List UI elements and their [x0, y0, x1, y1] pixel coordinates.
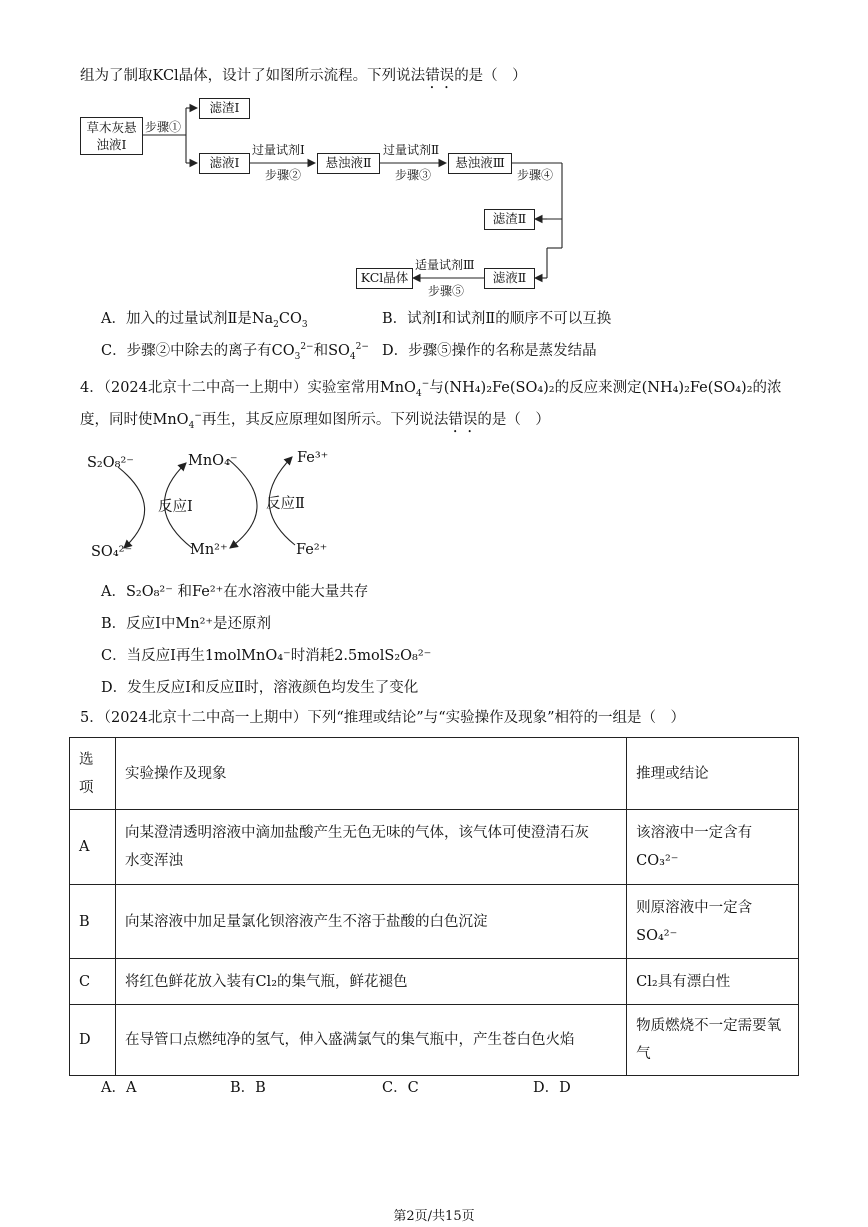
header-option: 选 项 [70, 738, 116, 810]
row-operation: 向某溶液中加足量氯化钡溶液产生不溶于盐酸的白色沉淀 [115, 885, 626, 959]
row-conclusion: Cl₂具有漂白性 [627, 959, 799, 1005]
row-option: A [70, 810, 116, 885]
q5-choice-d[interactable]: D．D [533, 1080, 571, 1096]
flow-residue2-box: 滤渣Ⅱ [484, 209, 535, 230]
flow-reagent3-label: 适量试剂Ⅲ [415, 258, 475, 272]
flow-filtrate2-box: 滤液Ⅱ [484, 268, 535, 289]
q4-stem-line2: 度，同时使MnO$_4$−再生，其反应原理如图所示。下列说法错误的是（ ） [80, 411, 550, 431]
flow-reagent1-label: 过量试剂Ⅰ [252, 143, 305, 157]
q4-option-d[interactable]: D．发生反应Ⅰ和反应Ⅱ时，溶液颜色均发生了变化 [101, 680, 419, 696]
header-operation: 实验操作及现象 [115, 738, 626, 810]
flow-reagent2-label: 过量试剂Ⅱ [383, 143, 440, 157]
q5-table [69, 737, 799, 1076]
flow-filtrate1-box: 滤液Ⅰ [199, 153, 250, 174]
row-option: C [70, 959, 116, 1005]
species-mno4: MnO₄⁻ [188, 453, 238, 469]
table-row [70, 885, 799, 959]
q3-option-a[interactable]: A．加入的过量试剂Ⅱ是$Na_2CO_3$ [101, 311, 308, 330]
q3-stem: 组为了制取KCl晶体，设计了如图所示流程。下列说法错误的是（ ） [80, 68, 527, 84]
q4-option-b[interactable]: B．反应Ⅰ中Mn²⁺是还原剂 [101, 616, 272, 632]
row-operation: 在导管口点燃纯净的氢气，伸入盛满氯气的集气瓶中，产生苍白色火焰 [115, 1005, 626, 1076]
species-mn2: Mn²⁺ [190, 542, 228, 558]
table-row [70, 810, 799, 885]
q5-choice-b[interactable]: B．B [230, 1080, 266, 1096]
q5-choice-c[interactable]: C．C [382, 1080, 419, 1096]
page-footer: 第2页/共15页 [393, 1209, 475, 1224]
row-option: B [70, 885, 116, 959]
q5-choice-a[interactable]: A．A [101, 1080, 137, 1096]
q3-option-d[interactable]: D．步骤⑤操作的名称是蒸发结晶 [382, 343, 597, 359]
species-fe2: Fe²⁺ [296, 542, 328, 558]
q5-stem: 5．（2024北京十二中高一上期中）下列“推理或结论”与“实验操作及现象”相符的一组是（ ） [80, 710, 686, 726]
row-conclusion: 该溶液中一定含有 CO₃²⁻ [627, 810, 799, 885]
flow-product-box: KCl晶体 [356, 268, 413, 289]
reaction1-label: 反应Ⅰ [158, 499, 193, 515]
flow-susp2-box: 悬浊液Ⅱ [317, 153, 380, 174]
flow-start-box: 草木灰悬 浊液Ⅰ [80, 117, 143, 155]
species-fe3: Fe³⁺ [297, 450, 329, 466]
row-operation: 将红色鲜花放入装有Cl₂的集气瓶，鲜花褪色 [115, 959, 626, 1005]
flow-step3-label: 步骤③ [395, 168, 432, 182]
q4-option-c[interactable]: C．当反应Ⅰ再生1molMnO₄⁻时消耗2.5molS₂O₈²⁻ [101, 648, 432, 664]
flow-step2-label: 步骤② [265, 168, 302, 182]
flow-residue1-box: 滤渣Ⅰ [199, 98, 250, 119]
table-row [70, 959, 799, 1005]
reaction2-label: 反应Ⅱ [266, 496, 305, 512]
flow-step5-label: 步骤⑤ [428, 284, 465, 298]
species-s2o8: S₂O₈²⁻ [87, 455, 134, 471]
row-conclusion: 物质燃烧不一定需要氧 气 [627, 1005, 799, 1076]
table-row [70, 1005, 799, 1076]
flow-susp3-box: 悬浊液Ⅲ [448, 153, 512, 174]
q3-option-c[interactable]: C．步骤②中除去的离子有$CO_3^{2-}$和$SO_4^{2-}$ [101, 342, 369, 362]
row-conclusion: 则原溶液中一定含 SO₄²⁻ [627, 885, 799, 959]
q4-option-a[interactable]: A．S₂O₈²⁻ 和Fe²⁺在水溶液中能大量共存 [101, 584, 369, 600]
q4-stem-line1: 4．（2024北京十二中高一上期中）实验室常用MnO$_4$−与(NH₄)₂Fe(SO₄)₂的反应来测定(NH₄)₂Fe(SO₄)₂的浓 [80, 379, 782, 399]
flow-step1-label: 步骤① [145, 120, 182, 134]
row-option: D [70, 1005, 116, 1076]
q3-option-b[interactable]: B．试剂Ⅰ和试剂Ⅱ的顺序不可以互换 [382, 311, 612, 327]
header-conclusion: 推理或结论 [627, 738, 799, 810]
species-so4: SO₄²⁻ [91, 544, 133, 560]
row-operation: 向某澄清透明溶液中滴加盐酸产生无色无味的气体，该气体可使澄清石灰 水变浑浊 [115, 810, 626, 885]
flow-step4-label: 步骤④ [517, 168, 554, 182]
table-header-row [70, 738, 799, 810]
